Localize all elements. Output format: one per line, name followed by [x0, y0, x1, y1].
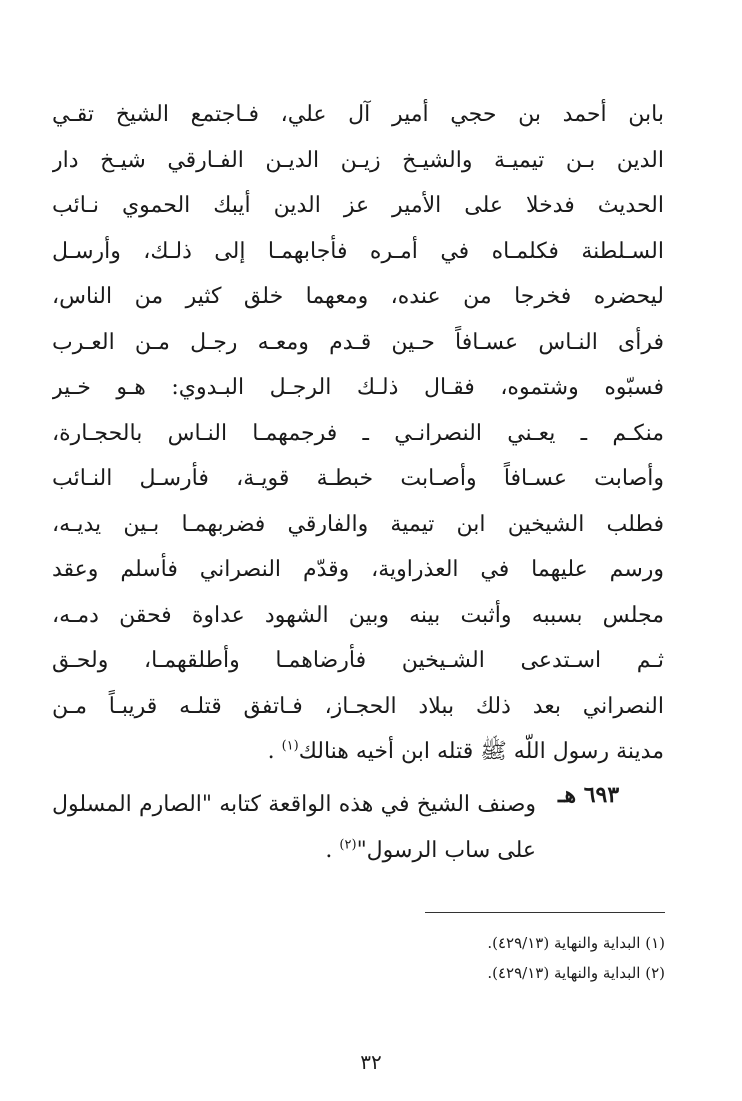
- main-paragraph: [52, 92, 664, 775]
- text-line: السـلطنة فكلمـاه في أمـره فأجابهمـا إلى ذلـك، وأرسـل: [52, 238, 664, 264]
- text-line-content: مدينة رسول اللّه ﷺ قتله ابن أخيه هنالك: [298, 739, 664, 764]
- text-line: ورسم عليهما في العذراوية، وقدّم النصراني فأسلم وعقد: [52, 557, 664, 582]
- text-line: الدين بـن تيميـة والشيـخ زيـن الديـن الفـارقي شيـخ دار: [52, 147, 664, 173]
- sentence-end: .: [325, 837, 340, 863]
- text-line: بابن أحمد بن حجي أمير آل علي، فـاجتمع الشيخ تقـي: [52, 102, 664, 127]
- text-line: فطلب الشيخين ابن تيمية والفارقي فضربهمـا بـين يديـه،: [52, 511, 664, 537]
- footnote-2: (٢) البداية والنهاية (٤٢٩/١٣).: [487, 964, 665, 982]
- text-line: وصنف الشيخ في هذه الواقعة كتابه "الصارم المسلول: [52, 792, 536, 817]
- text-line: النصراني بعد ذلك ببلاد الحجـاز، فـاتفق قتلـه قريبـاً مـن: [52, 693, 664, 719]
- year-marker: ٦٩٣ هـ: [558, 782, 620, 808]
- page-number: ٣٢: [360, 1050, 382, 1074]
- footnote-1: (١) البداية والنهاية (٤٢٩/١٣).: [487, 934, 665, 952]
- footnote-divider: [425, 912, 665, 913]
- text-line: وأصابت عسـافاً وأصـابت خبطـة قويـة، فأرسـل النـائب: [52, 466, 664, 491]
- text-line-last: [52, 729, 664, 775]
- footnotes: [300, 928, 665, 988]
- text-line: ثـم اسـتدعى الشـيخين فأرضاهمـا وأطلقهمـا، ولحـق: [52, 648, 664, 673]
- text-line-last: [52, 828, 536, 874]
- footnote-ref-2[interactable]: (٢): [339, 837, 357, 853]
- second-paragraph: [52, 782, 536, 873]
- text-line: مجلس بسببه وأثبت بينه وبين الشهود عداوة فحقن دمـه،: [52, 602, 664, 628]
- text-line-content: على ساب الرسول": [356, 837, 536, 863]
- text-line: فسبّوه وشتموه، فقـال ذلـك الرجـل البـدوي: هـو خـير: [52, 375, 664, 400]
- text-line: فرأى النـاس عسـافاً حـين قـدم ومعـه رجـل مـن العـرب: [52, 329, 664, 355]
- text-line: منكـم ـ يعـني النصرانـي ـ فرجمهمـا النـاس بالحجـارة،: [52, 420, 664, 446]
- sentence-end: .: [267, 739, 282, 764]
- text-line: الحديث فدخلا على الأمير عز الدين أيبك الحموي نـائب: [52, 193, 664, 218]
- footnote-ref-1[interactable]: (١): [281, 738, 299, 754]
- text-line: ليحضره فخرجا من عنده، ومعهما خلق كثير من الناس،: [52, 284, 664, 309]
